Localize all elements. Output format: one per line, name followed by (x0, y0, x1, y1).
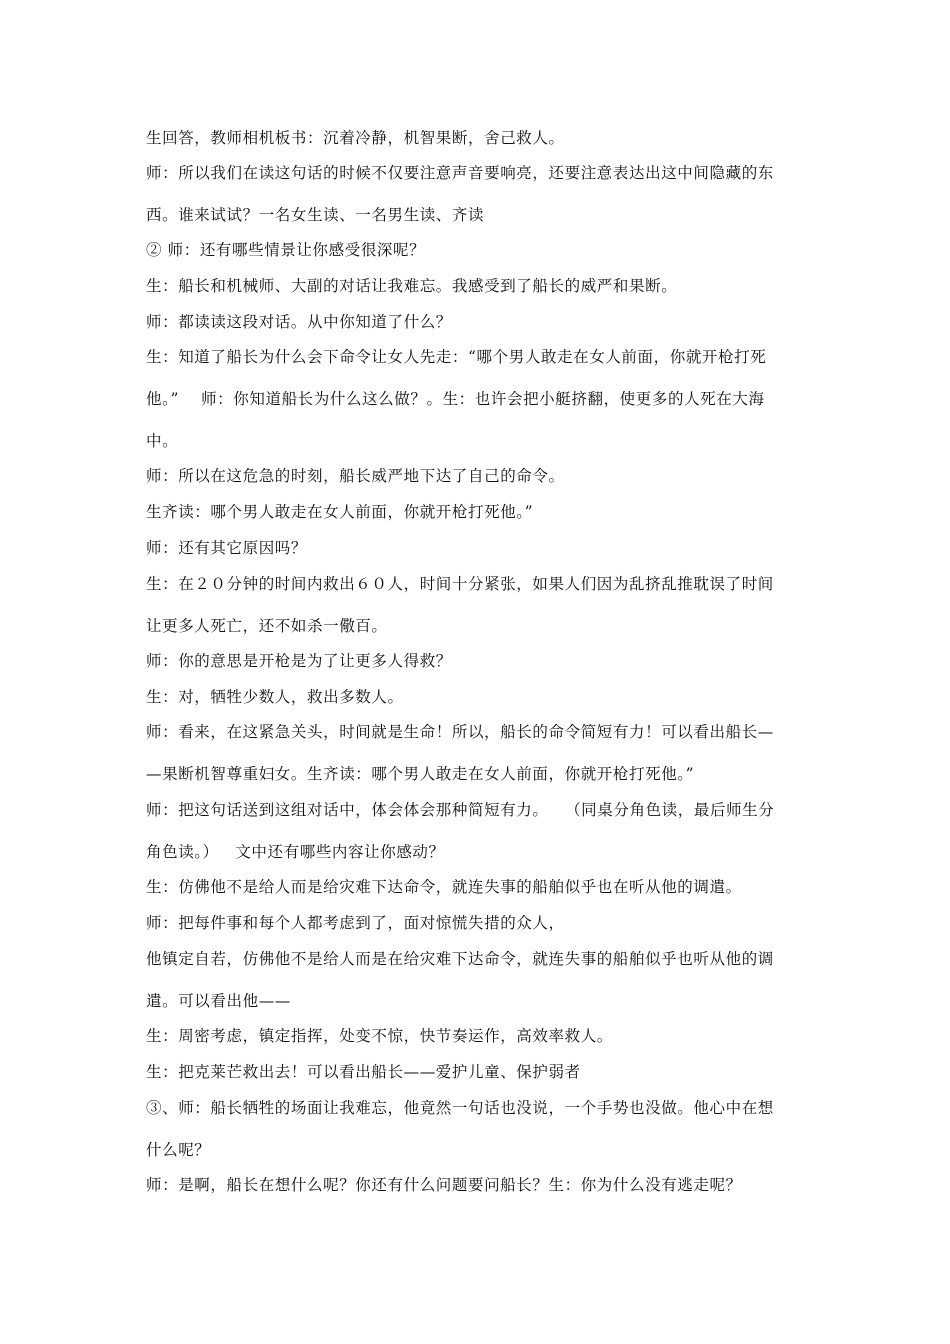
text-line: 师：还有其它原因吗？ (146, 539, 308, 557)
text-line: 生：船长和机械师、大副的对话让我难忘。我感受到了船长的威严和果断。 (146, 277, 678, 295)
text-line: 师：把这句话送到这组对话中，体会体会那种简短有力。 （同桌分角色读，最后师生分 (146, 801, 775, 819)
text-line: ② 师：还有哪些情景让你感受很深呢？ (146, 241, 426, 259)
text-line: 中。 (146, 432, 179, 450)
text-line: 生：把克莱芒救出去！可以看出船长——爱护儿童、保护弱者 (146, 1063, 581, 1081)
text-line: 生：周密考虑，镇定指挥，处变不惊，快节奏运作，高效率救人。 (146, 1027, 613, 1045)
text-line: ③、师：船长牺牲的场面让我难忘，他竟然一句话也没说，一个手势也没做。他心中在想 (146, 1099, 774, 1117)
text-line: 他镇定自若，仿佛他不是给人而是在给灾难下达命令，就连失事的船舶似乎也听从他的调 (146, 950, 774, 968)
text-line: 让更多人死亡，还不如杀一儆百。 (146, 617, 388, 635)
text-line: 他。” 师：你知道船长为什么这么做？。生：也许会把小艇挤翻，使更多的人死在大海 (146, 390, 765, 408)
text-line: 师：把每件事和每个人都考虑到了，面对惊慌失措的众人， (146, 914, 565, 932)
text-line: 生：仿佛他不是给人而是给灾难下达命令，就连失事的船舶似乎也在听从他的调遣。 (146, 878, 742, 896)
text-line: 师：你的意思是开枪是为了让更多人得救？ (146, 652, 452, 670)
text-line: 生回答，教师相机板书：沉着冷静，机智果断，舍己救人。 (146, 129, 565, 147)
text-line: 角色读。） 文中还有哪些内容让你感动？ (146, 843, 445, 861)
text-line: 师：是啊，船长在想什么呢？你还有什么问题要问船长？生：你为什么没有逃走呢？ (146, 1176, 742, 1194)
text-line: 师：都读读这段对话。从中你知道了什么？ (146, 313, 452, 331)
text-line: 生：对，牺牲少数人，救出多数人。 (146, 688, 404, 706)
text-line: 生齐读：哪个男人敢走在女人前面，你就开枪打死他。” (146, 503, 534, 521)
text-line: 师：所以在这危急的时刻，船长威严地下达了自己的命令。 (146, 467, 565, 485)
text-line: 师：看来，在这紧急关头，时间就是生命！所以，船长的命令简短有力！可以看出船长— (146, 723, 774, 741)
text-line: 什么呢？ (146, 1141, 211, 1159)
text-line: —果断机智尊重妇女。生齐读：哪个男人敢走在女人前面，你就开枪打死他。” (146, 765, 695, 783)
text-line: 师：所以我们在读这句话的时候不仅要注意声音要响亮，还要注意表达出这中间隐藏的东 (146, 164, 774, 182)
text-line: 生：知道了船长为什么会下命令让女人先走：“哪个男人敢走在女人前面，你就开枪打死 (146, 348, 767, 366)
text-line: 遣。可以看出他—— (146, 992, 291, 1010)
text-line: 西。谁来试试？一名女生读、一名男生读、齐读 (146, 206, 485, 224)
text-line: 生：在２０分钟的时间内救出６０人，时间十分紧张，如果人们因为乱挤乱推耽误了时间 (146, 575, 774, 593)
